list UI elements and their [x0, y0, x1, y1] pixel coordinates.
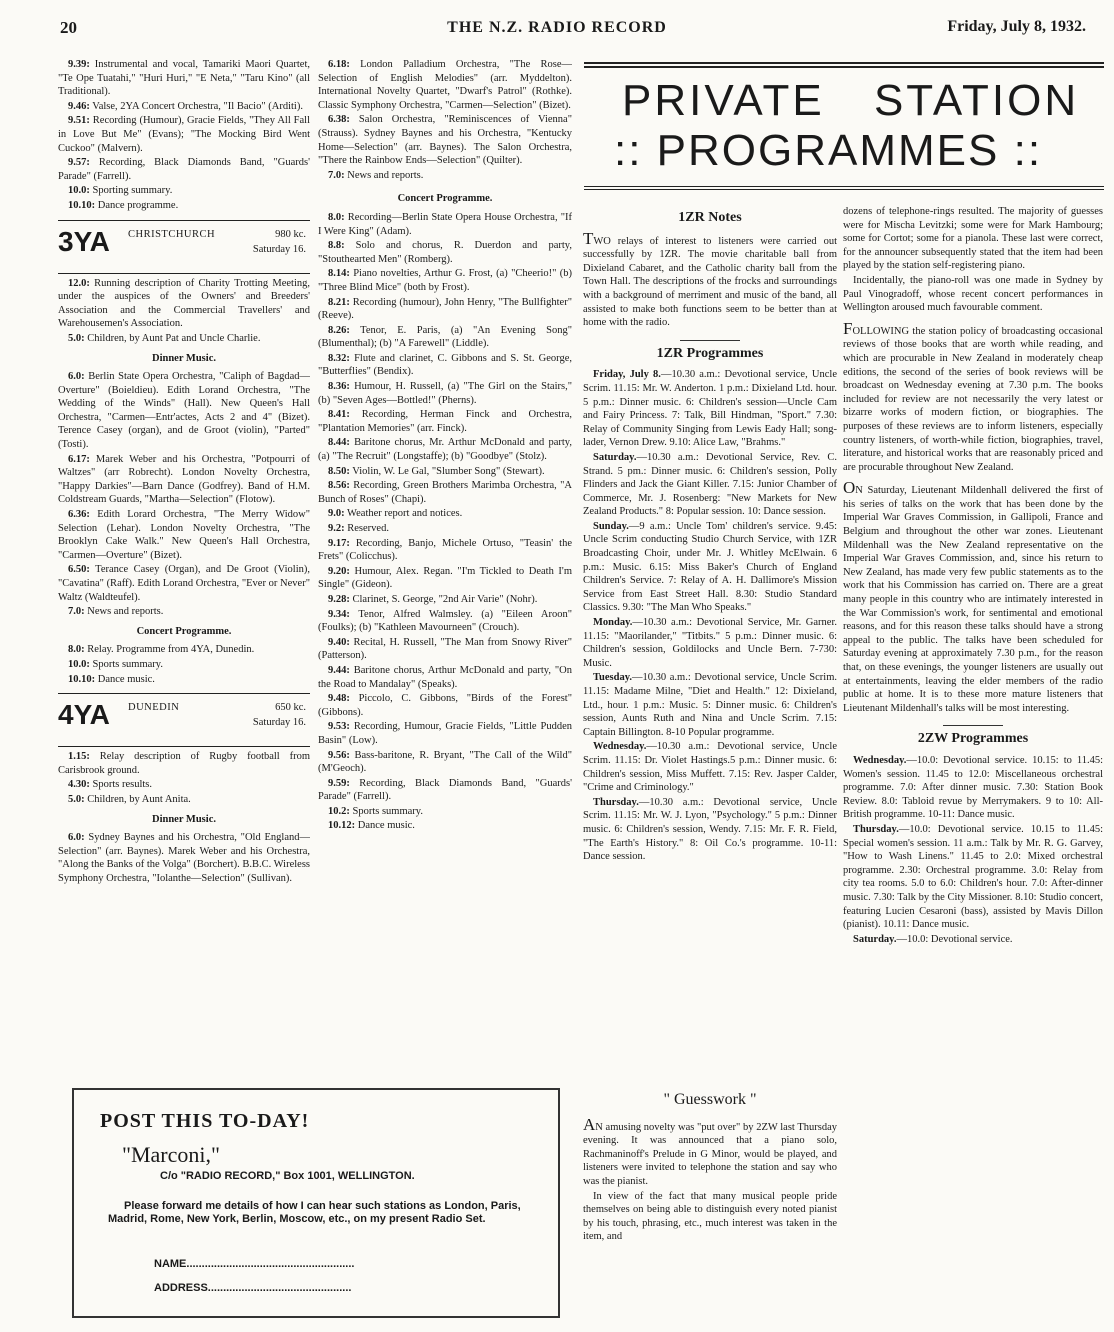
- day-schedule: —10.0: Devotional service.: [896, 933, 1013, 945]
- programme-text: Recording, Black Diamonds Band, "Guards' Parade" (Farrell).: [318, 777, 572, 803]
- station-header-4ya: [58, 697, 310, 739]
- schedule-day: [583, 796, 837, 864]
- programme-text: Humour, H. Russell, (a) "The Girl on the Stairs," (b) "Seven Ages—Bottled!" (Pherns).: [318, 381, 572, 406]
- programme-text: Baritone chorus, Arthur McDonald and party, "On the Road to Mandalay" (Speaks).: [318, 664, 572, 690]
- day-label: Wednesday.: [593, 741, 647, 753]
- programme-time: 9.2:: [328, 523, 345, 534]
- divider: [58, 746, 310, 747]
- drop-cap: T: [583, 228, 594, 248]
- programme-text: News and reports.: [344, 169, 424, 181]
- programme-time: 8.32:: [328, 352, 350, 364]
- programme-time: 9.46:: [68, 100, 90, 112]
- programme-item: [58, 453, 310, 507]
- schedule-day: [583, 520, 837, 615]
- programme-time: 5.0:: [68, 332, 85, 344]
- programme-time: 10.10:: [68, 199, 96, 211]
- schedule-day: [583, 740, 837, 794]
- programme-text: Terance Casey (Organ), and De Groot (Violin), "Cavatina" (Raff). Edith Lorand Orchestra, "Ever or Never" Waltz (Waldteufel).: [58, 564, 310, 603]
- programme-time: 9.39:: [68, 59, 90, 70]
- section-heading: Dinner Music.: [152, 813, 216, 825]
- programme-list: [583, 368, 837, 863]
- section-heading-guesswork: " Guesswork ": [663, 1091, 757, 1108]
- banner-line-1: PRIVATE STATION: [622, 76, 1080, 125]
- section-heading: Concert Programme.: [136, 625, 232, 637]
- coupon-request: Please forward me details of how I can hear such stations as London, Paris, Madrid, Rome, New York, Berlin, Moscow, etc., on my present Radio Set.: [108, 1200, 521, 1225]
- programme-item: [318, 352, 572, 379]
- programme-item: [318, 749, 572, 776]
- programme-item: [318, 436, 572, 463]
- column-2: [318, 58, 572, 1078]
- programme-time: 9.57:: [68, 157, 90, 169]
- programme-text: Recording (Humour), Gracie Fields, "They All Fall in Love But Me" (Evans); "The Mocking Bird Went Cuckoo" (Malvern).: [58, 115, 310, 154]
- programme-item: [58, 605, 310, 619]
- programme-time: 10.10:: [68, 673, 96, 685]
- programme-item: [318, 211, 572, 238]
- programme-time: 6.0:: [68, 371, 85, 383]
- programme-item: [58, 370, 310, 452]
- programme-item: [318, 664, 572, 691]
- programme-text: Baritone chorus, Mr. Arthur McDonald and party, (a) "The Recruit" (Longstaffe); (b) "Goodbye" (Stolz).: [318, 437, 572, 463]
- day-label: Thursday.: [593, 796, 639, 808]
- programme-time: 6.38:: [328, 114, 350, 126]
- programme-time: 7.0:: [68, 606, 85, 618]
- programme-item: [318, 565, 572, 592]
- schedule-day: [843, 933, 1103, 947]
- coupon-title: POST THIS TO-DAY!: [100, 1110, 310, 1132]
- programme-text: Sporting summary.: [89, 185, 173, 197]
- programme-item: [58, 658, 310, 672]
- day-schedule: —10.30 a.m.: Devotional Service, Rev. C. Strand. 5 pm.: Dinner music. 6: Children's session, Polly Flinders and Jack the Giant Killer. 7.15: Junior Chamber of Commerce, Mr. J. Rosenberg: "New Markets for New Zealand Products." 8: Popular session. 10: Dance session.: [583, 451, 837, 518]
- programme-item: [318, 380, 572, 407]
- section-heading-1zr-programmes: 1ZR Programmes: [656, 345, 764, 361]
- programme-time: 5.0:: [68, 793, 85, 805]
- private-station-banner: [584, 62, 1104, 192]
- programme-text: Recording—Berlin State Opera House Orchestra, "If I Were King" (Adam).: [318, 211, 572, 237]
- issue-date: Friday, July 8, 1932.: [947, 18, 1086, 35]
- programme-item: [318, 113, 572, 167]
- drop-cap: A: [583, 1114, 596, 1134]
- day-label: Thursday.: [853, 823, 899, 835]
- programme-time: 10.12:: [328, 820, 356, 832]
- schedule-day: [583, 368, 837, 450]
- programme-list: [843, 754, 1103, 946]
- banner-rule-bottom: [584, 186, 1104, 190]
- programme-item: [58, 100, 310, 114]
- section-heading-2zw-programmes: 2ZW Programmes: [917, 731, 1029, 747]
- programme-text: Valse, 2YA Concert Orchestra, "Il Bacio" (Arditi).: [89, 100, 303, 112]
- article-paragraph: FOLLOWING the station policy of broadcasting occasional reviews of those books that are worth while reading, and which are procurable in New Zealand in moderately cheap editions, the second of the series of book reviews will be broadcast on Wednesday evening at 7.30 p.m. The books included for review are not necessarily the very latest or bizarre works of modern fiction, or biographies. The purposes of these reviews are to inform listeners, especially country listeners, of worth-while fiction, biographies, travel, literature, and historical works that are reasonably priced and are procurable throughout New Zealand.: [843, 318, 1103, 473]
- programme-text: Sports summary.: [89, 658, 163, 670]
- programme-item: [318, 169, 572, 183]
- programme-item: [58, 831, 310, 885]
- programme-text: Piano novelties, Arthur G. Frost, (a) "Cheerio!" (b) "Three Blind Mice" (both by Frost).: [318, 268, 572, 293]
- day-label: Saturday.: [853, 933, 897, 945]
- programme-item: [58, 563, 310, 604]
- article-paragraph: TWO relays of interest to listeners were carried out successfully by 1ZR. The movie charitable ball from Dixieland Cabaret, and the Catholic charity ball from the Town Hall. The descriptions of the frocks and surroundings with a background of merriment and music of the band, all assisted to make both functions seem to be better than at home with the radio.: [583, 228, 837, 329]
- programme-time: 8.0:: [328, 211, 345, 223]
- callsign: 3YA: [58, 225, 110, 257]
- programme-item: [318, 720, 572, 747]
- programme-time: 8.14:: [328, 268, 350, 280]
- programme-item: [318, 537, 572, 564]
- programme-text: Recording, Herman Finck and Orchestra, "Plantation Memories" (arr. Finck).: [318, 409, 572, 434]
- programme-item: [58, 199, 310, 213]
- programme-time: 9.0:: [328, 508, 345, 520]
- day-schedule: —10.30 a.m.: Devotional service, Uncle Scrim. 11.15: Mr. W. Anderton. 1 p.m.: Dixieland Ltd. hour. 5 p.m.: Dinner music. 6: Children's session—Uncle Cam and Fairy Princess. 7: Talk, Bill Hindman, "Sport." 7.30: Relay of Community Singing from Lewis Eady Hall; song-lader, Vernon Drew. 9.10: Alice Law, "Brahms.": [583, 369, 837, 449]
- programme-text: Bass-baritone, R. Bryant, "The Call of the Wild" (M'Geoch).: [318, 749, 572, 775]
- programme-time: 9.53:: [328, 721, 350, 733]
- day-schedule: —10.0: Devotional service. 10.15: to 11.45: Women's session. 11.45 to 12.0: Miscellaneous orchestral programme. 7.0: After dinner music. 7.30: Station Book Review. 8.0: Tabloid revue by Merrymakers. 9 to 10: All-British programme. 10-11: Dance music.: [843, 754, 1103, 821]
- programme-item: [318, 636, 572, 663]
- programme-time: 6.0:: [68, 832, 85, 844]
- article-paragraph: ON Saturday, Lieutenant Mildenhall delivered the first of his series of talks on the work that has been done by the Imperial War Graves Commission, in Gallipoli, France and Belgium and throughout the other war zones. Lieutenant Mildenhall was the New Zealand representative on the Imperial War Graves Commission, and, since his return to New Zealand, has made very few public statements as to the work that his Commission has carried on. There are a great many people in this country who are intimately interested in the War Commission's work, for sentimental and emotional reasons, and for this reason these talks should have a strong appeal to the public. The talks have been scheduled for Saturday evening at approximately 7.30 p.m., for the reason that, on these evenings, the younger listeners are usually out at entertainments, leaving the elder members of the radio public at home. It is to these more mature listeners that Lieutenant Mildenhall's talks will be most interesting.: [843, 478, 1103, 714]
- programme-text: Marek Weber and his Orchestra, "Potpourri of Waltzes" (arr Robrecht). London Novelty Orchestra, "Happy Darkies"—Barn Dance (Godfrey). Band of H.M. Coldstream Guards, "Martha—Selection" (Flotow).: [58, 453, 310, 506]
- programme-list: [58, 58, 310, 213]
- programme-time: 8.0:: [68, 644, 85, 656]
- day-schedule: —10.30 a.m.: Devotional service, Uncle Scrim. 11.15: Dr. Violet Hastings.5 p.m.: Dinner music. 6: Children's session, Miss Muffett. 7.15: Rev. Jasper Calder, "Crime and Criminology.": [583, 741, 837, 794]
- coupon-box: [72, 1088, 560, 1318]
- programme-list: [58, 643, 310, 686]
- programme-text: Solo and chorus, R. Duerdon and party, "Stouthearted Men" (Romberg).: [318, 240, 572, 265]
- programme-text: Weather report and notices.: [344, 508, 463, 520]
- programme-time: 9.28:: [328, 593, 350, 605]
- programme-text: Piccolo, C. Gibbons, "Birds of the Forest" (Gibbons).: [318, 693, 572, 718]
- programme-time: 6.18:: [328, 59, 350, 70]
- day-label: Tuesday.: [593, 672, 633, 684]
- page-header: [0, 0, 1114, 42]
- programme-time: 9.34:: [328, 608, 350, 620]
- programme-item: [318, 267, 572, 294]
- programme-item: [318, 479, 572, 506]
- programme-item: [318, 507, 572, 521]
- programme-time: 9.51:: [68, 115, 90, 127]
- programme-item: [318, 58, 572, 112]
- schedule-day: [843, 754, 1103, 822]
- programme-item: [58, 673, 310, 687]
- programme-text: Recording, Banjo, Michele Ortuso, "Teasin' the Frets" (Colicchus).: [318, 537, 572, 563]
- coupon-address: C/o "RADIO RECORD," Box 1001, WELLINGTON.: [160, 1170, 415, 1182]
- programme-time: 6.17:: [68, 453, 90, 465]
- programme-item: [58, 750, 310, 777]
- programme-text: Tenor, Alfred Walmsley. (a) "Eileen Aroon" (Foulks); (b) "Kathleen Mavourneen" (Crouch).: [318, 608, 572, 634]
- article-paragraph: Incidentally, the piano-roll was one made in Sydney by Paul Vinogradoff, whose recent concert performances in Wellington aroused much favourable comment.: [843, 274, 1103, 314]
- programme-item: [318, 239, 572, 266]
- programme-list: [58, 831, 310, 885]
- divider: [58, 693, 310, 694]
- day-label: Wednesday.: [853, 754, 907, 766]
- programme-text: Sports summary.: [349, 805, 423, 817]
- callsign: 4YA: [58, 699, 110, 731]
- programme-time: 8.56:: [328, 480, 350, 492]
- day-schedule: —10.30 a.m.: Devotional service, Uncle Scrim. 11.15: Mr. W. J. Lyon, "Psychology." 5 p.m.: Dinner music. 6: Children's session, Wendy. 7.15: Mr. F. R. Field, "The Earth's History." 8: Oil Co.'s programme. 10-11: Dance session.: [583, 796, 837, 863]
- programme-list: [58, 370, 310, 619]
- day-label: Sunday.: [593, 520, 629, 532]
- programme-item: [318, 805, 572, 819]
- programme-time: 8.50:: [328, 465, 350, 477]
- day-schedule: —10.30 a.m.: Devotional service, Uncle Scrim. 11.15: Madame Milne, "Diet and Health." 12: Dixieland, Ltd., hour. 1 p.m.: Music. 5: Dinner music. 6: Children's session, Aunts Ruth and Nina and Uncle Scrim. 7.15: Captain Billington. 8-10 Popular programme.: [583, 672, 837, 738]
- programme-text: London Palladium Orchestra, "The Rose—Selection of English Melodies" (arr. Myddelton). International Novelty Quartet, "Dwarf's Patrol" (Rothke). Classic Symphony Orchestra, "Carmen—Selection" (Bizet).: [318, 59, 572, 111]
- programme-time: 10.2:: [328, 805, 350, 817]
- publication-title: THE N.Z. RADIO RECORD: [447, 19, 667, 36]
- programme-text: Edith Lorard Orchestra, "The Merry Widow" Selection (Lehar). London Novelty Orchestra, "The Brooklyn Cake Walk." New Queen's Hall Orchestra, "Carmen—Overture" (Bizet).: [58, 509, 310, 561]
- programme-time: 9.44:: [328, 664, 350, 676]
- divider: [58, 273, 310, 274]
- column-1: [58, 58, 310, 1078]
- drop-cap: F: [843, 318, 853, 338]
- programme-time: 8.26:: [328, 324, 350, 336]
- programme-time: 4.30:: [68, 779, 90, 791]
- programme-time: 9.20:: [328, 565, 350, 577]
- programme-item: [318, 692, 572, 719]
- schedule-day: [843, 823, 1103, 932]
- programme-text: Flute and clarinet, C. Gibbons and S. St. George, "Butterflies" (Bendix).: [318, 352, 572, 378]
- coupon-name: "Marconi,": [122, 1142, 220, 1167]
- programme-time: 8.21:: [328, 296, 350, 308]
- city: CHRISTCHURCH: [128, 228, 216, 240]
- column-3: [583, 205, 837, 1065]
- programme-time: 1.15:: [68, 751, 90, 763]
- divider: [58, 220, 310, 221]
- address-field[interactable]: ADDRESS...............................................: [154, 1282, 352, 1294]
- programme-time: 8.8:: [328, 240, 345, 252]
- programme-time: 9.48:: [328, 693, 350, 705]
- programme-item: [318, 522, 572, 536]
- programme-text: Humour, Alex. Regan. "I'm Tickled to Death I'm Single" (Gideon).: [318, 565, 572, 591]
- programme-time: 6.50:: [68, 564, 90, 576]
- day-label: Saturday.: [593, 451, 637, 463]
- programme-item: [318, 465, 572, 479]
- programme-item: [318, 408, 572, 435]
- schedule-day: [583, 671, 837, 739]
- programme-item: [318, 593, 572, 607]
- day: Saturday 16.: [252, 717, 306, 729]
- programme-text: Relay. Programme from 4YA, Dunedin.: [84, 644, 255, 656]
- banner-line-2: :: PROGRAMMES ::: [614, 126, 1043, 175]
- programme-item: [58, 277, 310, 331]
- programme-time: 12.0:: [68, 277, 90, 289]
- programme-time: 7.0:: [328, 169, 345, 181]
- divider: [943, 725, 1003, 726]
- frequency: 650 kc.: [275, 702, 306, 714]
- programme-list: [58, 750, 310, 806]
- day-schedule: —10.0: Devotional service. 10.15 to 11.45: Special women's session. 11 a.m.: Talk by Mr. R. G. Garvey, "How to Wash Linens." 11.45 to 2.0: Mixed orchestral programme. 2.30: Orchestral programme. 3.0: Relay from city tea rooms. 5.0 to 6.0: Children's hour. 7.0: After-dinner music. 7.30: Talk by the City Missioner. 8.10: Studio concert, featuring Lucien Cesaroni (bass), assisted by Mavis Dillon (pianist). 10.11: Dance music.: [843, 823, 1103, 931]
- section-heading: Concert Programme.: [397, 193, 493, 205]
- drop-cap: O: [843, 478, 856, 498]
- programme-time: 6.36:: [68, 509, 90, 521]
- programme-text: Berlin State Opera Orchestra, "Caliph of Bagdad—Overture" (Boieldieu). Edith Lorand Orchestra, "The Wedding of the Winds" (Hall). New Queen's Hall Orchestra, "Carmen—Entr'actes, Acts 2 and 4" (Bizet). Terence Casey (organ), and de Groot (violin), "Parted" (Tosti).: [58, 371, 310, 451]
- programme-text: Tenor, E. Paris, (a) "An Evening Song" (Blumenthal); (b) "A Farewell" (Liddle).: [318, 324, 572, 350]
- programme-text: Sydney Baynes and his Orchestra, "Old England—Selection" (arr. Baynes). Marek Weber and his Orchestra, "Along the Banks of the Volga" (Borchert). B.B.C. Wireless Symphony Orchestra, "Iolanthe—Selection" (Sullivan).: [58, 832, 310, 884]
- day-label: Monday.: [593, 617, 633, 629]
- programme-text: Instrumental and vocal, Tamariki Maori Quartet, "Te Ope Tuatahi," "Huri Huri," "E Neta," "Taru Kino" (all Traditional).: [58, 59, 310, 98]
- programme-text: Children, by Aunt Pat and Uncle Charlie.: [84, 332, 261, 344]
- programme-text: Clarinet, S. George, "2nd Air Varie" (Nohr).: [349, 593, 538, 605]
- day-schedule: —9 a.m.: Uncle Tom' children's service. 9.45: Uncle Scrim conducting Studio Church Service, with 1ZR Broadcasting Choir, under Mr. J. Whitley McElwain. 6 p.m.: Music. 6.15: Miss Baker's Church of England Children's Service. 7: Relay of A. H. Dallimore's Mission Service from East Street Hall. 8.30: Studio Standard Classics. 9.30: "The Man Who Speaks.": [583, 520, 837, 614]
- programme-text: Dance music.: [95, 673, 155, 685]
- programme-text: Recording, Black Diamonds Band, "Guards' Parade" (Farrell).: [58, 157, 310, 182]
- programme-text: Sports results.: [89, 779, 153, 791]
- programme-item: [58, 508, 310, 562]
- day-label: Friday, July 8.: [593, 369, 661, 381]
- column-4: [843, 205, 1103, 1327]
- programme-text: Dance music.: [355, 820, 415, 832]
- page-number: 20: [60, 18, 77, 37]
- day-schedule: —10.30 a.m.: Devotional Service, Mr. Garner. 11.15: "Maorilander," "Titbits." 5 p.m.: Dinner music. 6: Children's session, Goldilocks and Uncle Bern. 7-730: Music.: [583, 617, 837, 669]
- programme-item: [318, 296, 572, 323]
- schedule-day: [583, 616, 837, 670]
- day: Saturday 16.: [252, 243, 306, 255]
- programme-time: 9.59:: [328, 777, 350, 789]
- programme-item: [58, 332, 310, 346]
- programme-list: [318, 58, 572, 182]
- programme-item: [58, 793, 310, 807]
- programme-item: [58, 114, 310, 155]
- name-field[interactable]: NAME.......................................................: [154, 1258, 355, 1270]
- section-heading-1zr-notes: 1ZR Notes: [678, 210, 742, 225]
- programme-time: 8.36:: [328, 381, 350, 393]
- programme-text: Salon Orchestra, "Reminiscences of Vienna" (Strauss). Sydney Baynes and his Orchestra, "Kentucky Home—Selection" (arr. Baynes). The Salon Orchestra, "There the Rainbow Ends—Selection" (Quilter).: [318, 114, 572, 167]
- programme-item: [58, 156, 310, 183]
- schedule-day: [583, 451, 837, 519]
- programme-item: [318, 608, 572, 635]
- section-heading: Dinner Music.: [152, 352, 216, 364]
- programme-list: [318, 211, 572, 833]
- city: DUNEDIN: [128, 702, 180, 714]
- programme-text: Running description of Charity Trotting Meeting, under the auspices of the Owners' and Breeders' Association and the Commercial Travellers' and Warehousemen's Association.: [58, 277, 310, 330]
- programme-text: Children, by Aunt Anita.: [84, 793, 191, 805]
- programme-text: Dance programme.: [95, 199, 179, 211]
- programme-time: 9.56:: [328, 749, 350, 761]
- programme-item: [318, 819, 572, 833]
- programme-item: [58, 778, 310, 792]
- programme-time: 8.44:: [328, 437, 350, 449]
- article-paragraph: dozens of telephone-rings resulted. The majority of guesses were for Mischa Levitzki; some were for Mark Hambourg; some for Cortot; some for a pianola. These last were correct, for the announcer subsequently stated that the item had been played by the station self-registering piano.: [843, 206, 1103, 272]
- programme-list: [58, 277, 310, 346]
- programme-item: [318, 324, 572, 351]
- programme-text: Recording, Humour, Gracie Fields, "Little Pudden Basin" (Low).: [318, 721, 572, 746]
- programme-text: Reserved.: [344, 523, 389, 534]
- programme-time: 10.0:: [68, 658, 90, 670]
- programme-item: [58, 643, 310, 657]
- programme-time: 8.41:: [328, 409, 350, 421]
- programme-time: 10.0:: [68, 185, 90, 197]
- programme-text: Violin, W. Le Gal, "Slumber Song" (Stewart).: [349, 465, 545, 477]
- programme-text: Recording, Green Brothers Marimba Orchestra, "A Bunch of Roses" (Chapi).: [318, 480, 572, 505]
- programme-item: [58, 58, 310, 99]
- programme-time: 9.40:: [328, 636, 350, 648]
- station-header-3ya: [58, 224, 310, 266]
- programme-text: Recording (humour), John Henry, "The Bullfighter" (Reeve).: [318, 296, 572, 322]
- banner-rule-top: [584, 62, 1104, 68]
- frequency: 980 kc.: [275, 228, 306, 240]
- programme-item: [58, 184, 310, 198]
- programme-text: Recital, H. Russell, "The Man from Snowy River" (Patterson).: [318, 636, 572, 662]
- programme-text: Relay description of Rugby football from Carisbrook ground.: [58, 751, 310, 776]
- column-3-lower: [583, 1085, 837, 1327]
- programme-item: [318, 777, 572, 804]
- programme-text: News and reports.: [84, 606, 164, 618]
- article-paragraph: AN amusing novelty was "put over" by 2ZW last Thursday evening. It was announced that a piano solo, Rachmaninoff's Prelude in G Minor, would be played, and listeners were invited to telephone the station and say who was the pianist.: [583, 1114, 837, 1187]
- article-paragraph: In view of the fact that many musical people pride themselves on being able to distinguish every noted pianist by his touch, phrasing, etc., much interest was taken in the item, and: [583, 1190, 837, 1243]
- programme-time: 9.17:: [328, 537, 350, 549]
- divider: [680, 340, 740, 341]
